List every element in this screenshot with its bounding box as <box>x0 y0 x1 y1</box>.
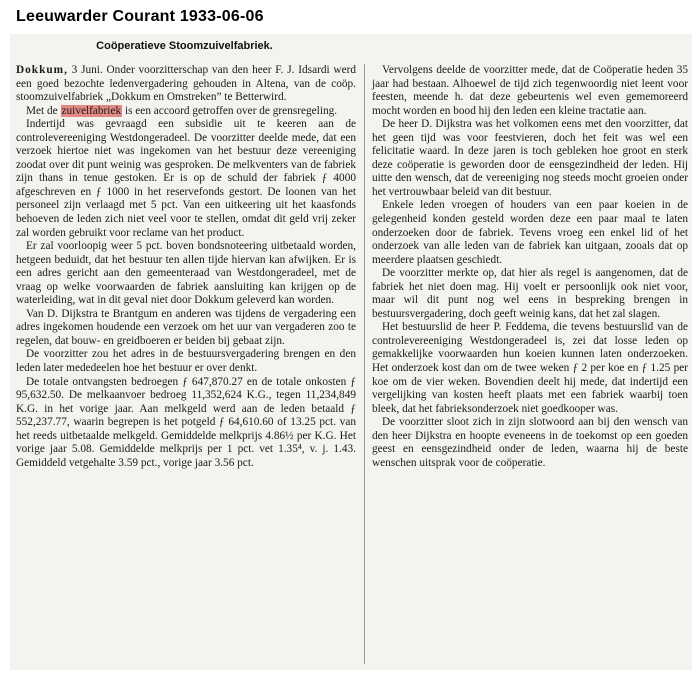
lead-paragraph <box>16 64 356 105</box>
right-column <box>372 64 688 470</box>
paragraph-onderzoek-vraag: Enkele leden vroegen of houders van een paar koeien in de gelegenheid konden gesteld worden deze een paar maal te laten onderzoeken door de fabriek. Tevens vroeg een enkel lid of het onderzoek van alle leden van de fabriek kan uitgaan, zooals dat op meerdere plaatsen geschiedt. <box>372 199 688 266</box>
article-title: Coöperatieve Stoomzuivelfabriek. <box>96 40 273 52</box>
paragraph-slotwoord: De voorzitter sloot zich in zijn slotwoord aan bij den wensch van den heer Dijkstra en hoopte eveneens in de toekomst op een goeden geest en eensgezindheid onder de leden, waarna hij de beste wenschen uitsprak voor de coöperatie. <box>372 416 688 469</box>
paragraph-financien: De totale ontvangsten bedroegen ƒ 647,870.27 en de totale onkosten ƒ 95,632.50. De melkaanvoer bedroeg 11,352,624 K.G., tegen 11,234,849 K.G. in het vorige jaar. Aan melkgeld werd aan de leden betaald ƒ 552,237.77, waarin begrepen is het potgeld ƒ 64,610.60 of 13.25 pct. van het reeds uitbetaalde melkgeld. Gemiddelde melkprijs 4.86½ per K.G. Het vorige jaar 5.08. Gemiddelde melkprijs per 1 pct. vet 1.35⁴, v. j. 1.43. Gemiddeld vetgehalte 3.59 pct., vorige jaar 3.56 pct. <box>16 375 356 469</box>
accoord-text-before: Met de <box>26 104 58 117</box>
search-highlight: zuivelfabriek <box>61 104 122 117</box>
page-header-title: Leeuwarder Courant 1933-06-06 <box>16 8 264 25</box>
newspaper-clipping <box>10 34 692 670</box>
paragraph-subsidie: Indertijd was gevraagd een subsidie uit te keeren aan de controlevereeniging Westdongeradeel. De voorzitter deelde mede, dat een verzoek hiertoe niet was ingekomen van het bestuur deze vereeniging zoodat over dit punt weinig was gesproken. De melkventers van de fabriek zijn thans in tenue gestoken. Er is op de schuld der fabriek ƒ 4000 afgeschreven en ƒ 1000 in het reservefonds gestort. De loonen van het personeel zijn verlaagd met 5 pct. Van een uitkeering uit het kaasfonds behoeven de leden zich niet veel voor te stellen, omdat dit geld vrij zeker zal worden gebruikt voor reclame van het product. <box>16 118 356 239</box>
column-divider <box>364 64 365 664</box>
accoord-text-after: is een accoord getroffen over de grensregeling. <box>124 104 338 117</box>
paragraph-voorzitter-regel: De voorzitter merkte op, dat hier als regel is aangenomen, dat de fabriek het niet doen mag. Hij voelt er persoonlijk ook niet voor, maar wil dit punt nog wel eens in bespreking brengen in bestuursvergadering, doch geeft weinig kans, dat het zal slagen. <box>372 267 688 320</box>
paragraph-dijkstra-adres: Van D. Dijkstra te Brantgum en anderen was tijdens de vergadering een adres ingekomen houdende een verzoek om het uur van vergaderen zoo te regelen, dat bouw- en greidboeren er beiden bij gebaat zijn. <box>16 307 356 347</box>
left-column <box>16 64 356 470</box>
lead-text: 3 Juni. Onder voorzitterschap van den heer F. J. Idsardi werd een goed bezochte ledenvergadering gehouden in Altena, van de coöp. stoomzuivelfabriek „Dokkum en Omstreken” te Betterwird. <box>16 64 356 104</box>
paragraph-voorzitter-adres: De voorzitter zou het adres in de bestuursvergadering brengen en den leden later mededeelen hoe het bestuur er over denkt. <box>16 348 356 375</box>
paragraph-feddema: Het bestuurslid de heer P. Feddema, die tevens bestuurslid van de controlevereeniging Westdongeradeel is, zei dat losse leden op gemakkelijke voorwaarden hun koeien kunnen laten onderzoeken. Het onderzoek kost dan om de twee weken ƒ 2 per koe en ƒ 1.25 per koe om de vier weken. Bovendien deelt hij mede, dat indertijd een vergelijking van kosten heeft plaats met een fabriek waarbij toen bleek, dat het fabrieksonderzoek niet goedkooper was. <box>372 321 688 415</box>
paragraph-felicitatie: De heer D. Dijkstra was het volkomen eens met den voorzitter, dat het geen tijd was voor feestvieren, doch het feit was wel een felicitatie waard. In deze jaren is toch gebleken hoe groot en sterk deze coöperatie is geworden door de eensgezindheid der leden. Hij uitte den wensch, dat de vereeniging nog steeds mocht groeien onder het vertrouwbaar beleid van dit bestuur. <box>372 118 688 198</box>
paragraph-jubileum: Vervolgens deelde de voorzitter mede, dat de Coöperatie heden 35 jaar had bestaan. Alhoewel de tijd zich tegenwoordig niet leent voor feesten, meende h. dat deze gebeurtenis wel even gememoreerd mocht worden en bood hij den leden een kleine tractatie aan. <box>372 64 688 117</box>
paragraph-bondsnoteering: Er zal voorloopig weer 5 pct. boven bondsnoteering uitbetaald worden, hetgeen beduidt, dat het bestuur ten allen tijde hiervan kan afwijken. Er is een adres gericht aan den gemeenteraad van Westdongeradeel, met de vraag op welke voorwaarden de fabriek aansluiting kan krijgen op de waterleiding, wat in dit geval niet door Dokkum geleverd kan worden. <box>16 240 356 307</box>
accoord-paragraph <box>16 105 356 119</box>
dateline-place: Dokkum, <box>16 64 68 76</box>
